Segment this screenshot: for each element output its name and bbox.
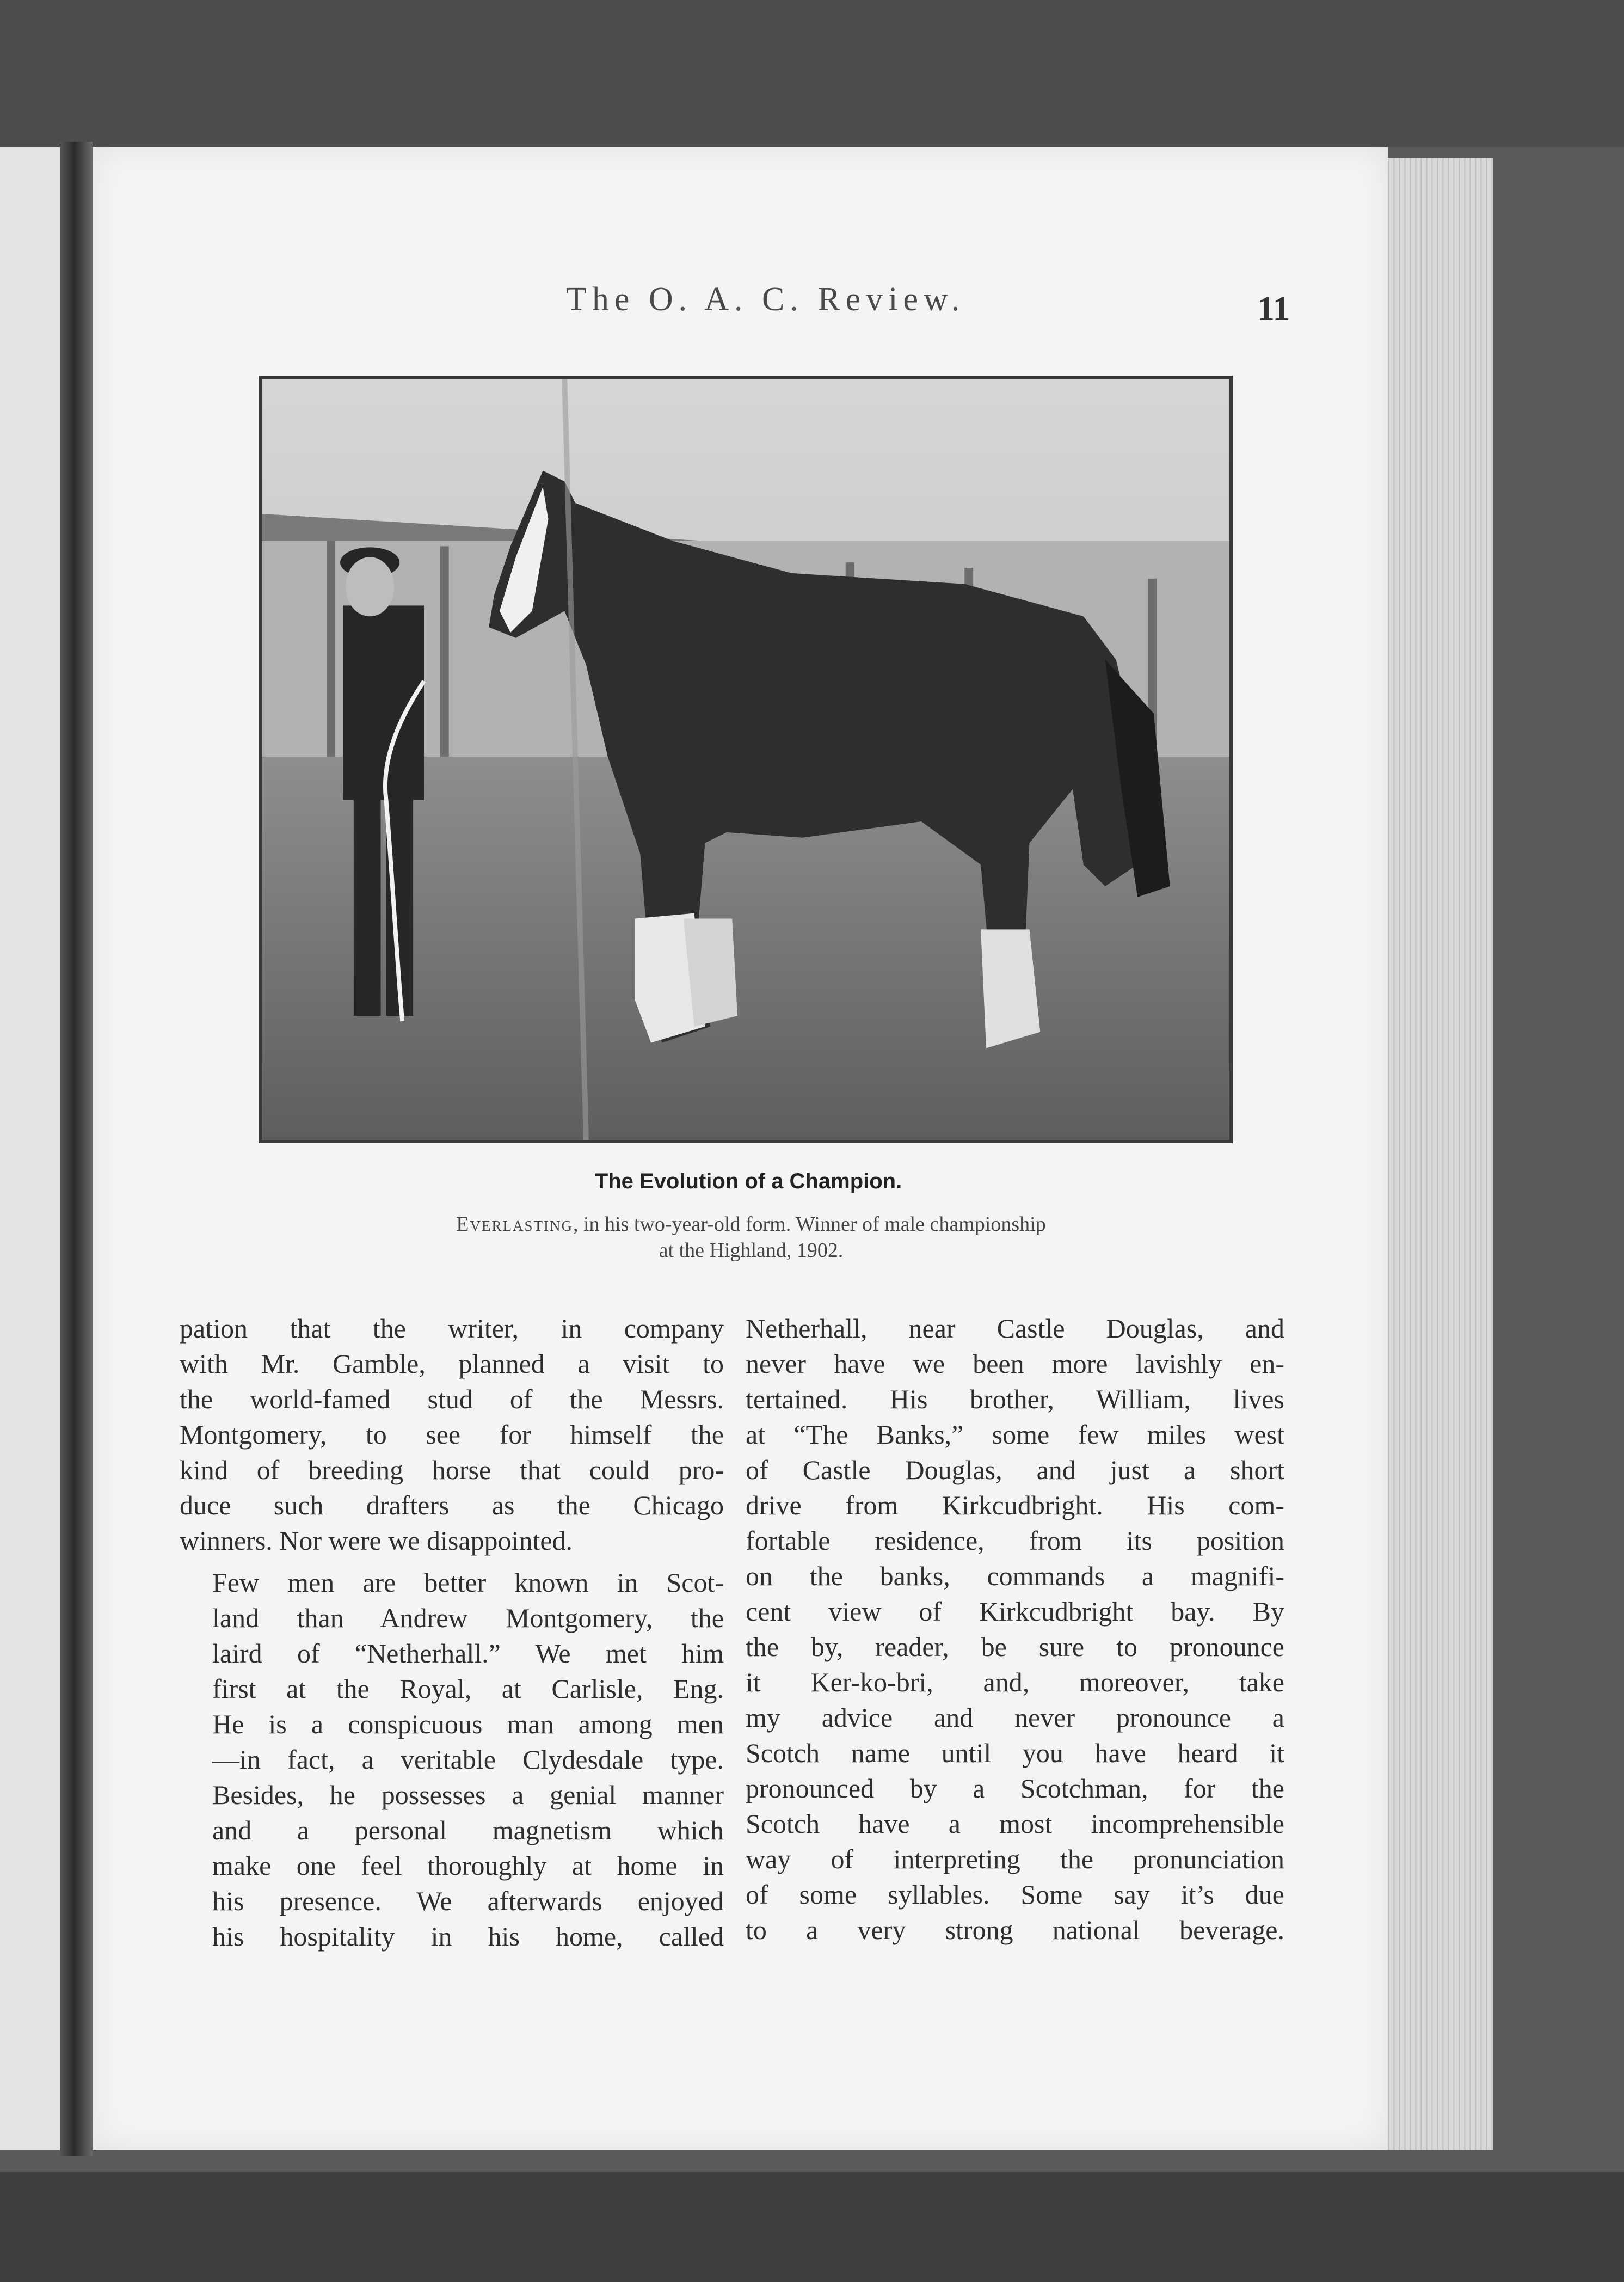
paragraph-1 (180, 1311, 724, 1559)
text-line: Netherhall, near Castle Douglas, and (746, 1313, 1284, 1344)
caption-horse-name: Everlasting (456, 1213, 573, 1236)
text-line: of Castle Douglas, and just a short (746, 1455, 1284, 1485)
text-line: and a personal magnetism which (212, 1815, 724, 1845)
text-line: Besides, he possesses a genial manner (212, 1780, 724, 1810)
text-line: tertained. His brother, William, lives (746, 1384, 1284, 1414)
text-line: the world-famed stud of the Messrs. (180, 1384, 724, 1414)
body-column-left (180, 1311, 724, 1986)
text-line: —in fact, a veritable Clydesdale type. (212, 1744, 724, 1775)
text-line: at “The Banks,” some few miles west (746, 1419, 1284, 1450)
text-line: He is a conspicuous man among men (212, 1709, 724, 1739)
text-line: never have we been more lavishly en- (746, 1348, 1284, 1379)
text-line: winners. Nor were we disappointed. (180, 1525, 573, 1556)
text-line: duce such drafters as the Chicago (180, 1490, 724, 1520)
text-line: it Ker-ko-bri, and, moreover, take (746, 1667, 1284, 1697)
paragraph-2 (180, 1565, 724, 1954)
text-line: first at the Royal, at Carlisle, Eng. (212, 1673, 724, 1704)
page-stack-edges (1382, 158, 1493, 2150)
text-line: Scotch name until you have heard it (746, 1738, 1284, 1768)
text-line: cent view of Kirkcudbright bay. By (746, 1596, 1284, 1627)
page-number: 11 (1257, 289, 1290, 328)
figure-caption (294, 1211, 1208, 1277)
horse-photo-illustration (262, 379, 1229, 1140)
text-line: fortable residence, from its position (746, 1525, 1284, 1556)
text-line: with Mr. Gamble, planned a visit to (180, 1348, 724, 1379)
paragraph-3 (746, 1311, 1284, 1948)
caption-line-2: at the Highland, 1902. (659, 1239, 844, 1262)
facing-page-edge (0, 147, 63, 2150)
text-line: way of interpreting the pronunciation (746, 1844, 1284, 1874)
text-line: on the banks, commands a magnifi- (746, 1561, 1284, 1591)
text-line: land than Andrew Montgomery, the (212, 1603, 724, 1633)
text-line: kind of breeding horse that could pro- (180, 1455, 724, 1485)
text-line: the by, reader, be sure to pronounce (746, 1631, 1284, 1662)
caption-line-1: , in his two-year-old form. Winner of male championship (573, 1213, 1046, 1236)
horse-photograph (259, 376, 1233, 1143)
text-line: Few men are better known in Scot- (212, 1567, 724, 1598)
book-gutter (60, 142, 93, 2156)
scan-background-bottom (0, 2172, 1624, 2282)
text-line: his presence. We afterwards enjoyed (212, 1886, 724, 1916)
body-column-right (746, 1311, 1284, 1986)
figure-title: The Evolution of a Champion. (594, 1169, 902, 1193)
text-line: pation that the writer, in company (180, 1313, 724, 1344)
text-line: of some syllables. Some say it’s due (746, 1879, 1284, 1910)
text-line: my advice and never pronounce a (746, 1702, 1284, 1733)
text-line: laird of “Netherhall.” We met him (212, 1638, 724, 1668)
text-line: Scotch have a most incomprehensible (746, 1808, 1284, 1839)
running-title: The O. A. C. Review. (566, 281, 965, 318)
text-line: his hospitality in his home, called (212, 1921, 724, 1952)
text-line: Montgomery, to see for himself the (180, 1419, 724, 1450)
text-line: pronounced by a Scotchman, for the (746, 1773, 1284, 1803)
text-line: to a very strong national beverage. (746, 1915, 1284, 1945)
text-line: drive from Kirkcudbright. His com- (746, 1490, 1284, 1520)
text-line: make one feel thoroughly at home in (212, 1850, 724, 1881)
scan-background-top (0, 0, 1624, 147)
